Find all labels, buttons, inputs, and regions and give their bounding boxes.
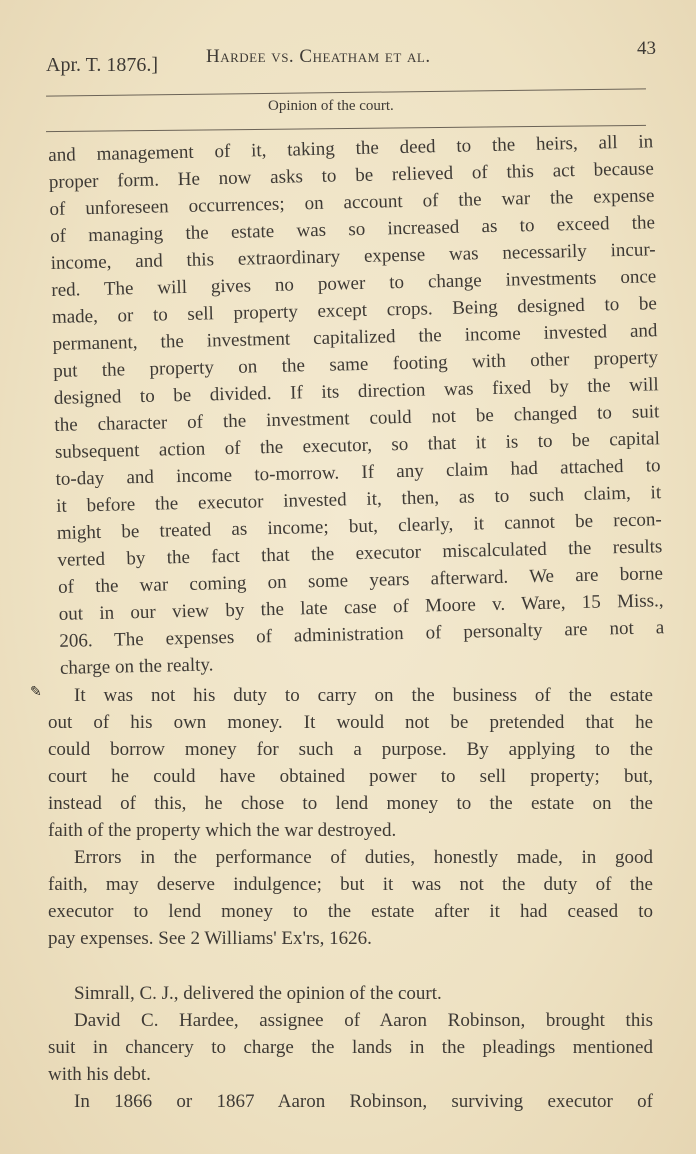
text-line: it before the executor invested it, then, as to such claim, it (56, 482, 662, 517)
text-line: subsequent action of the executor, so that it is to be capital (54, 428, 661, 463)
text-line: might be treated as income; but, clearly, it cannot be recon- (56, 509, 662, 544)
text-line: the character of the investment could not be changed to suit (54, 401, 660, 436)
text-line: to-day and income to-morrow. If any claim had attached to (55, 455, 661, 490)
text-line: red. The will gives no power to change investments once (51, 266, 657, 301)
text-line: made, or to sell property except crops. Being designed to be (51, 293, 658, 328)
text-line: permanent, the investment capitalized the income invested and (52, 320, 658, 355)
text-line: charge on the realty. (59, 654, 214, 679)
text-line: It was not his duty to carry on the business of the estate (74, 685, 653, 706)
text-line: 206. The expenses of administration of personalty are not a (59, 617, 665, 652)
text-line: with his debt. (48, 1064, 151, 1085)
text-line: out of his own money. It would not be pretended that he (48, 712, 653, 733)
text-line: designed to be divided. If its direction was fixed by the will (53, 374, 659, 409)
header-page-number: 43 (637, 38, 656, 59)
text-line: faith, may deserve indulgence; but it was not the duty of the (48, 874, 653, 895)
text-line: of unforeseen occurrences; on account of the war the expense (49, 185, 655, 220)
paragraph-history (48, 1088, 653, 1115)
header-rule-top (46, 88, 646, 96)
text-line: verted by the fact that the executor miscalculated the results (57, 536, 663, 571)
text-line: pay expenses. See 2 Williams' Ex'rs, 1626. (48, 928, 372, 949)
text-line: suit in chancery to charge the lands in the pleadings mentioned (48, 1037, 653, 1058)
text-line: David C. Hardee, assignee of Aaron Robinson, brought this (74, 1010, 653, 1031)
opinion-body (48, 131, 665, 1115)
header-case-title: Hardee vs. Cheatham et al. (206, 46, 431, 67)
text-line: executor to lend money to the estate after it had ceased to (48, 901, 653, 922)
paragraph-suit (48, 1007, 653, 1088)
paragraph-delivered (48, 980, 653, 1007)
running-header (46, 38, 656, 84)
text-line: put the property on the same footing with other property (52, 347, 659, 382)
margin-mark-icon: ✎ (30, 684, 42, 700)
text-line: faith of the property which the war destroyed. (48, 820, 397, 841)
header-date: Apr. T. 1876.] (46, 54, 159, 76)
paragraph-errors (48, 844, 653, 952)
text-line: could borrow money for such a purpose. By applying to the (48, 739, 653, 760)
paragraph-continuation (48, 128, 665, 682)
text-line: of managing the estate was so increased as to exceed the (49, 212, 656, 247)
text-line: Simrall, C. J., delivered the opinion of the court. (74, 983, 442, 1004)
text-line: instead of this, he chose to lend money to the estate on the (48, 793, 653, 814)
subheading: Opinion of the court. (268, 98, 394, 114)
text-line: court he could have obtained power to sell property; but, (48, 766, 653, 787)
text-line: and management of it, taking the deed to the heirs, all in (48, 131, 654, 166)
text-line: out in our view by the late case of Moore v. Ware, 15 Miss., (58, 590, 664, 625)
paragraph-gap (48, 952, 653, 980)
paragraph-duty (48, 682, 653, 844)
text-line: In 1866 or 1867 Aaron Robinson, surviving executor of (74, 1091, 653, 1112)
text-line: proper form. He now asks to be relieved of this act because (48, 158, 655, 193)
text-line: of the war coming on some years afterward. We are borne (57, 563, 664, 598)
text-line: income, and this extraordinary expense was necessarily incur- (50, 239, 656, 274)
text-line: Errors in the performance of duties, honestly made, in good (74, 847, 653, 868)
